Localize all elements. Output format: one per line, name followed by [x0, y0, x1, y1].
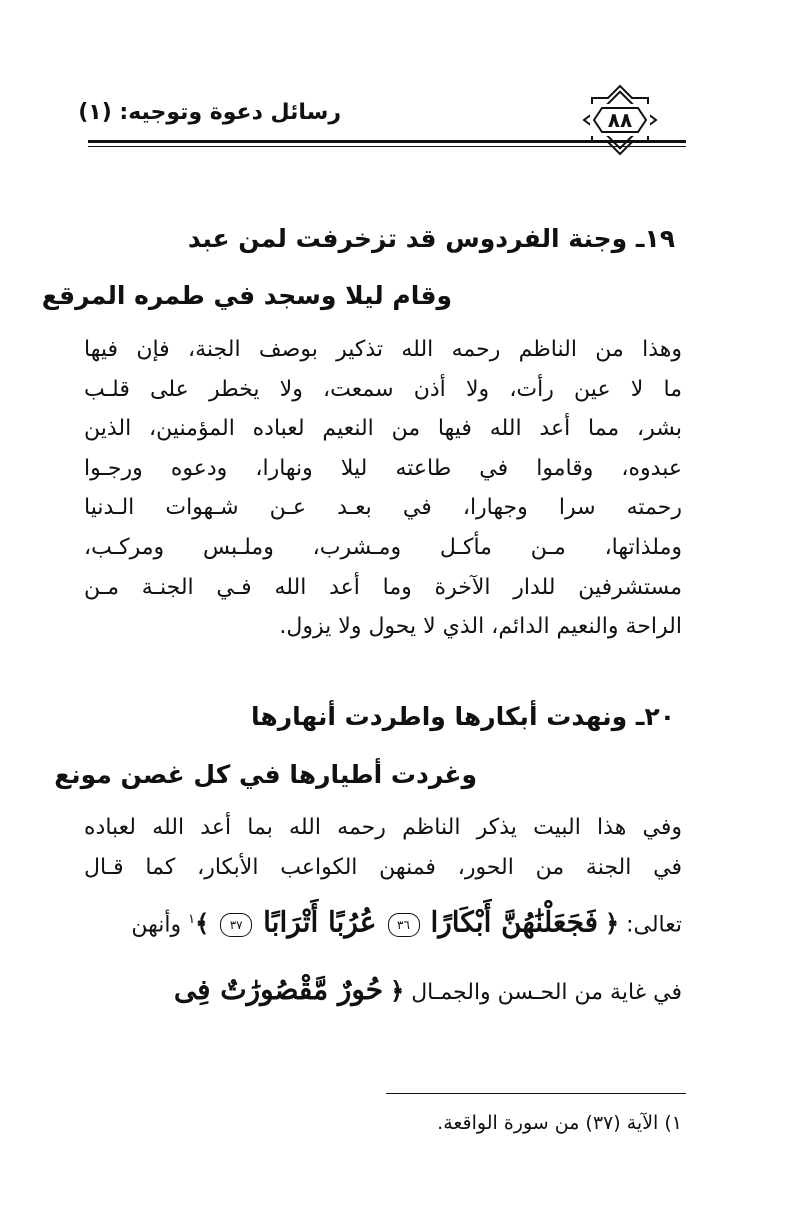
paragraph-line: وهذا من الناظم رحمه الله تذكير بوصف الجنة، فإن فيها [84, 337, 682, 362]
header-rule-thin [88, 146, 686, 147]
quran-ayah-37: عُرُبًا أَتْرَابًا [263, 905, 377, 939]
text-prefix: في غاية من الحـسن والجمـال [411, 980, 682, 1005]
paragraph-line: مستشرفين للدار الآخرة وما أعد الله فـي الجنـة مـن [84, 574, 682, 600]
running-title: رسائل دعوة وتوجيه: (١) [78, 100, 341, 125]
paragraph-line: عبدوه، وقاموا في طاعته ليلا ونهارا، ودعوه ورجـوا [84, 455, 682, 481]
verse-19-line-2: وقام ليلا وسجد في طمره المرقع [41, 281, 452, 310]
paragraph-line: ما لا عين رأت، ولا أذن سمعت، ولا يخطر على قلـب [84, 376, 682, 402]
quran-line-1 [82, 894, 682, 946]
ayah-number-marker: ٣٧ [220, 913, 252, 937]
quran-line-2 [82, 964, 682, 1016]
ornate-open-bracket: ﴿ [605, 909, 620, 938]
quran-ayah-36: فَجَعَلْنَٰهُنَّ أَبْكَارًا [430, 905, 599, 939]
paragraph-line: بشر، مما أعد الله فيها من النعيم لعباده المؤمنين، الذين [84, 416, 682, 442]
quran-ayah: حُورٌ مَّقْصُورَٰتٌ فِى [173, 973, 384, 1006]
ayah-number-marker: ٣٦ [388, 913, 420, 937]
page-header [78, 84, 686, 154]
paragraph-line: رحمته سرا وجهارا، في بعـد عـن شـهوات الـدنيا [84, 495, 682, 521]
text-suffix: وأنهن [131, 912, 182, 938]
footnote-reference[interactable]: ١ [188, 912, 196, 927]
paragraph-line: الراحة والنعيم الدائم، الذي لا يحول ولا يزول. [279, 614, 682, 640]
paragraph-line: وفي هذا البيت يذكر الناظم رحمه الله بما أعد الله لعباده [84, 815, 682, 840]
text-prefix: تعالى: [626, 912, 682, 938]
ornate-close-bracket: ﴾ [195, 909, 210, 938]
paragraph-line: وملذاتها، مـن مأكـل ومـشرب، وملـبس ومركـب، [84, 534, 682, 560]
verse-20-line-1: ٢٠ـ ونهدت أبكارها واطردت أنهارها [250, 702, 675, 731]
verse-20-line-2: وغردت أطيارها في كل غصن مونع [54, 760, 477, 789]
commentary-20 [84, 808, 682, 887]
footnote [437, 1112, 682, 1134]
header-rule-thick [88, 140, 686, 143]
ornate-open-bracket: ﴿ [390, 977, 405, 1005]
paragraph-line: في الجنة من الحور، فمنهن الكواعب الأبكار، كما قـال [84, 854, 682, 880]
commentary-19 [84, 330, 682, 647]
page-number: ٨٨ [607, 108, 633, 132]
footnote-separator [386, 1093, 686, 1094]
footnote-text: الآية (٣٧) من سورة الواقعة. [437, 1112, 659, 1134]
verse-19-line-1: ١٩ـ وجنة الفردوس قد تزخرفت لمن عبد [187, 224, 675, 253]
footnote-marker: ١) [664, 1112, 682, 1134]
